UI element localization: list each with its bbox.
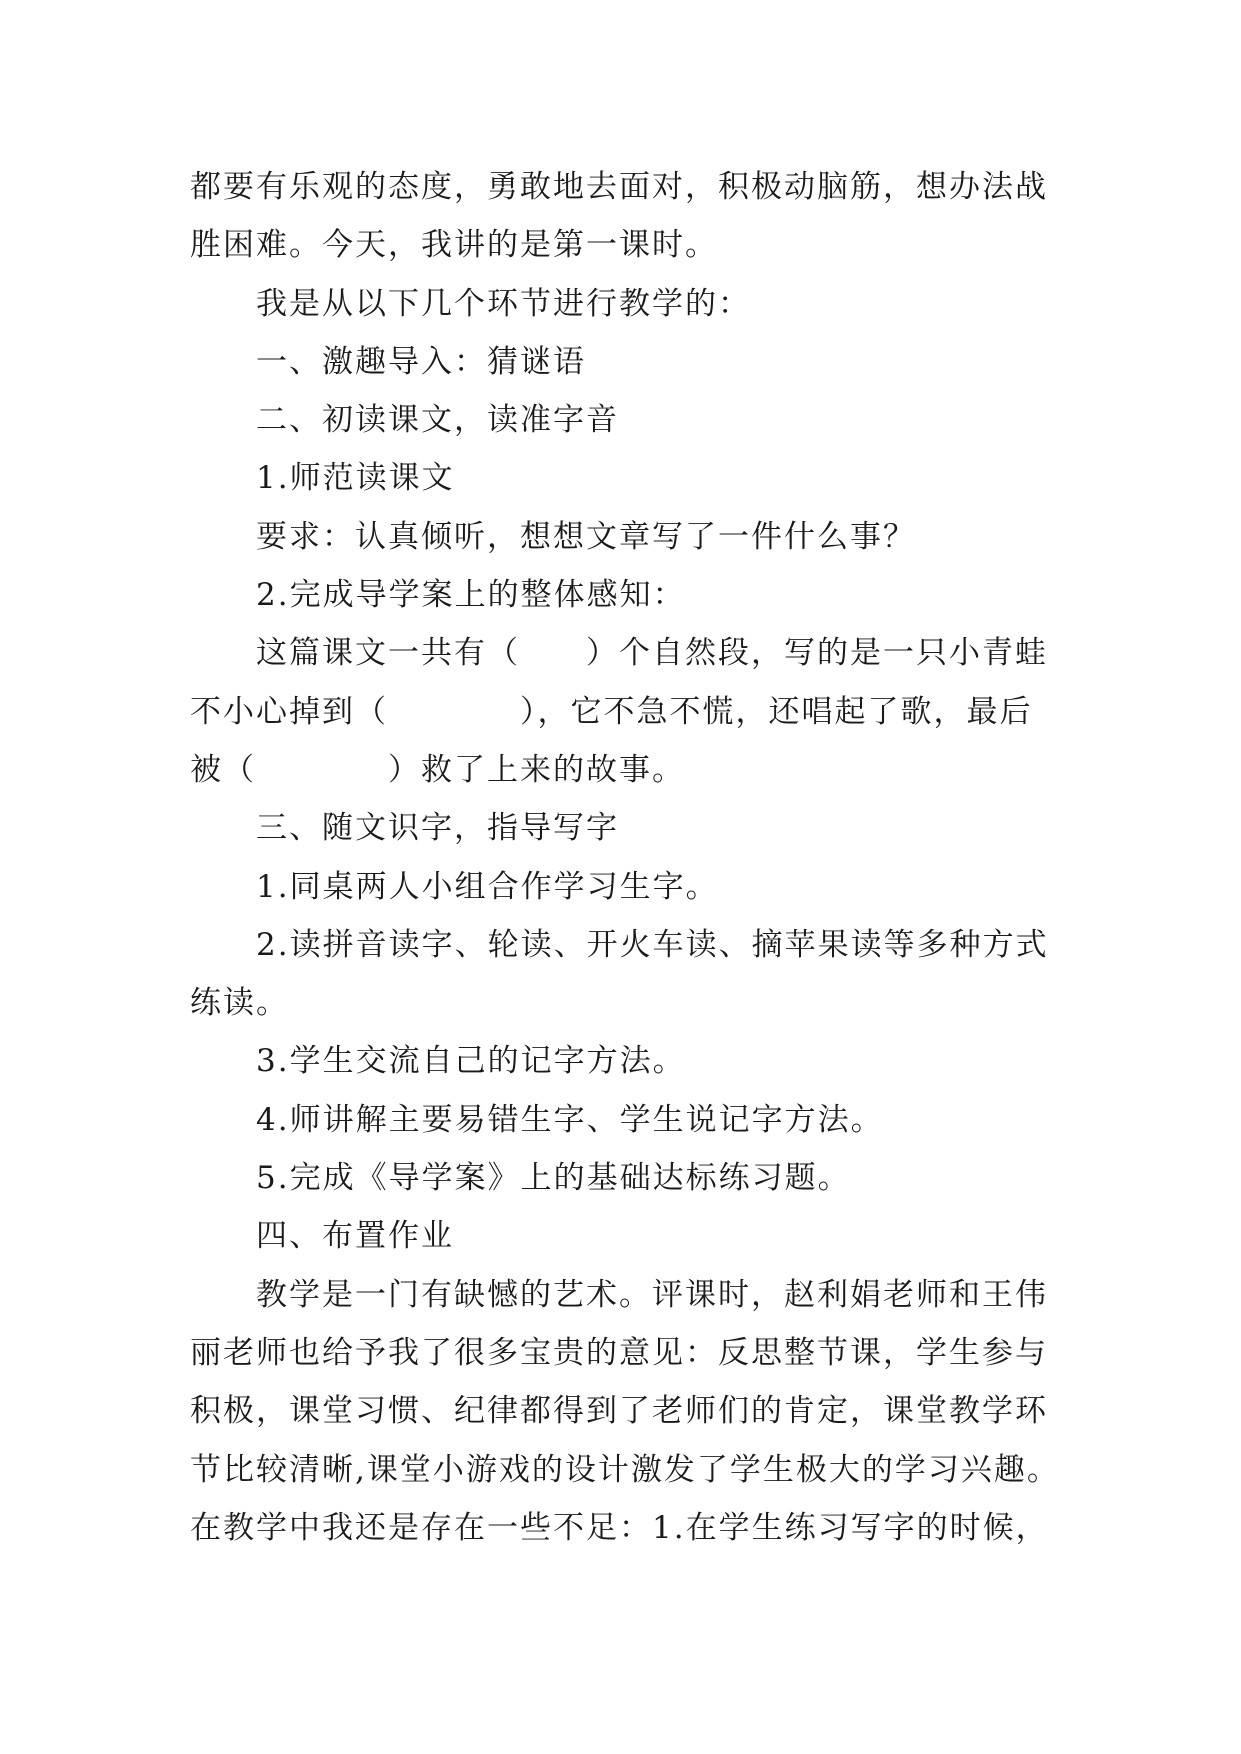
list-item: 1.师范读课文 xyxy=(256,460,455,497)
list-item: 4.师讲解主要易错生字、学生说记字方法。 xyxy=(256,1101,884,1138)
text-line: 在教学中我还是存在一些不足：1.在学生练习写字的时候， xyxy=(190,1509,1049,1546)
section-heading: 二、初读课文，读准字音 xyxy=(256,402,619,439)
text-line: 要求：认真倾听，想想文章写了一件什么事？ xyxy=(256,518,916,555)
section-heading: 四、布置作业 xyxy=(256,1218,454,1255)
list-item: 2.读拼音读字、轮读、开火车读、摘苹果读等多种方式 xyxy=(256,926,1049,963)
text-line: 被（ ）救了上来的故事。 xyxy=(190,751,685,788)
text-line: 我是从以下几个环节进行教学的： xyxy=(256,285,751,322)
document-page xyxy=(190,158,1060,1557)
text-line: 这篇课文一共有（ ）个自然段，写的是一只小青蛙 xyxy=(256,635,1048,672)
text-line: 教学是一门有缺憾的艺术。评课时，赵利娟老师和王伟 xyxy=(256,1276,1048,1313)
text-line: 练读。 xyxy=(190,985,289,1022)
list-item: 5.完成《导学案》上的基础达标练习题。 xyxy=(256,1160,851,1197)
text-line: 丽老师也给予我了很多宝贵的意见：反思整节课，学生参与 xyxy=(190,1334,1048,1371)
section-heading: 一、激趣导入：猜谜语 xyxy=(256,343,586,380)
text-line: 都要有乐观的态度，勇敢地去面对，积极动脑筋，想办法战 xyxy=(190,169,1048,205)
text-line: 不小心掉到（ ），它不急不慌，还唱起了歌，最后 xyxy=(190,693,1033,730)
list-item: 1.同桌两人小组合作学习生字。 xyxy=(256,868,719,905)
list-item: 3.学生交流自己的记字方法。 xyxy=(256,1043,686,1080)
section-heading: 三、随文识字，指导写字 xyxy=(256,810,619,847)
text-line: 胜困难。今天，我讲的是第一课时。 xyxy=(190,227,718,264)
text-line: 节比较清晰,课堂小游戏的设计激发了学生极大的学习兴趣。 xyxy=(190,1451,1060,1488)
text-line: 积极，课堂习惯、纪律都得到了老师们的肯定，课堂教学环 xyxy=(190,1393,1048,1430)
list-item: 2.完成导学案上的整体感知： xyxy=(256,577,686,614)
